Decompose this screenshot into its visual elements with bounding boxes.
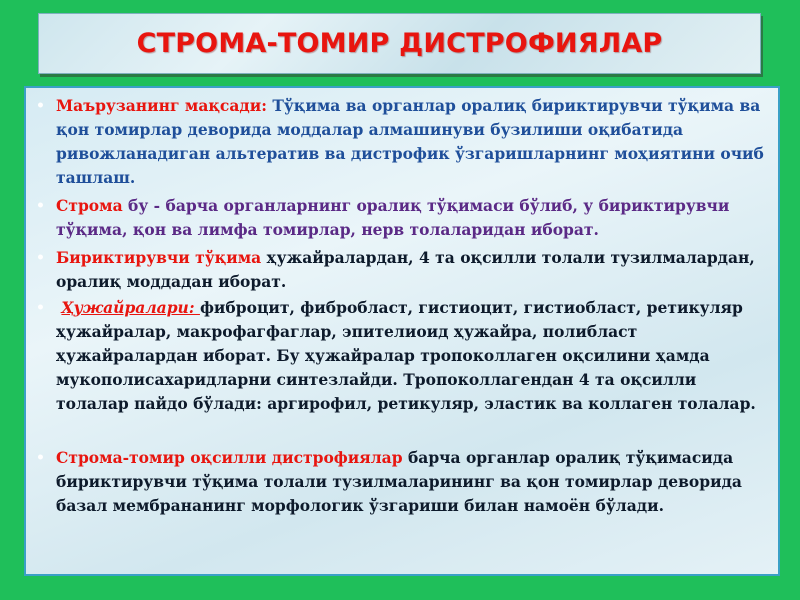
bullet-icon: •	[36, 450, 45, 466]
title-bar	[38, 13, 761, 74]
paragraph-cells	[36, 296, 772, 416]
connective-tissue-text: ҳужайралардан, 4 та оқсилли толали тузилмалардан, оралиқ моддадан иборат.	[56, 248, 755, 291]
stroma-text: бу - барча органларнинг оралиқ тўқимаси бўлиб, у бириктирувчи тўқима, қон ва лимфа томирлар, нерв толаларидан иборат.	[56, 196, 730, 239]
bullet-icon: •	[36, 198, 45, 214]
paragraph-stroma	[36, 194, 772, 242]
bullet-icon: •	[36, 300, 45, 316]
connective-tissue-label: Бириктирувчи тўқима	[56, 248, 262, 267]
cells-text: фиброцит, фибробласт, гистиоцит, гистиобласт, ретикуляр ҳужайралар, макрофагфаглар, эпителиоид ҳужайра, полибласт ҳужайралардан иборат. Бу ҳужайралар тропоколлаген оқсилини ҳамда мукополисахаридларни синтезлайди. Тропоколлагендан 4 та оқсилли толалар пайдо бўлади: аргирофил, ретикуляр, эластик ва коллаген толалар.	[56, 298, 756, 413]
goal-label: Маърузанинг мақсади:	[56, 96, 267, 115]
bullet-icon: •	[36, 250, 45, 266]
cells-label: Ҳужайралари:	[61, 298, 200, 317]
stroma-label: Строма	[56, 196, 123, 215]
paragraph-stroma-vascular	[36, 446, 772, 518]
paragraph-goal	[36, 94, 772, 190]
stroma-vascular-label: Строма-томир оқсилли дистрофиялар	[56, 448, 403, 467]
paragraph-connective-tissue	[36, 246, 772, 294]
slide-title: СТРОМА-ТОМИР ДИСТРОФИЯЛАР	[136, 28, 663, 59]
bullet-icon: •	[36, 98, 45, 114]
stroma-vascular-text: барча органлар оралиқ тўқимасида бириктирувчи тўқима толали тузилмаларининг ва қон томирлар деворида базал мембрананинг морфологик ўзгариши билан намоён бўлади.	[56, 448, 742, 515]
goal-text: Тўқима ва органлар оралиқ бириктирувчи тўқима ва қон томирлар деворида моддалар алмашинуви бузилиши оқибатида ривожланадиган альтератив ва дистрофик ўзгаришларнинг моҳиятини очиб ташлаш.	[56, 96, 764, 187]
